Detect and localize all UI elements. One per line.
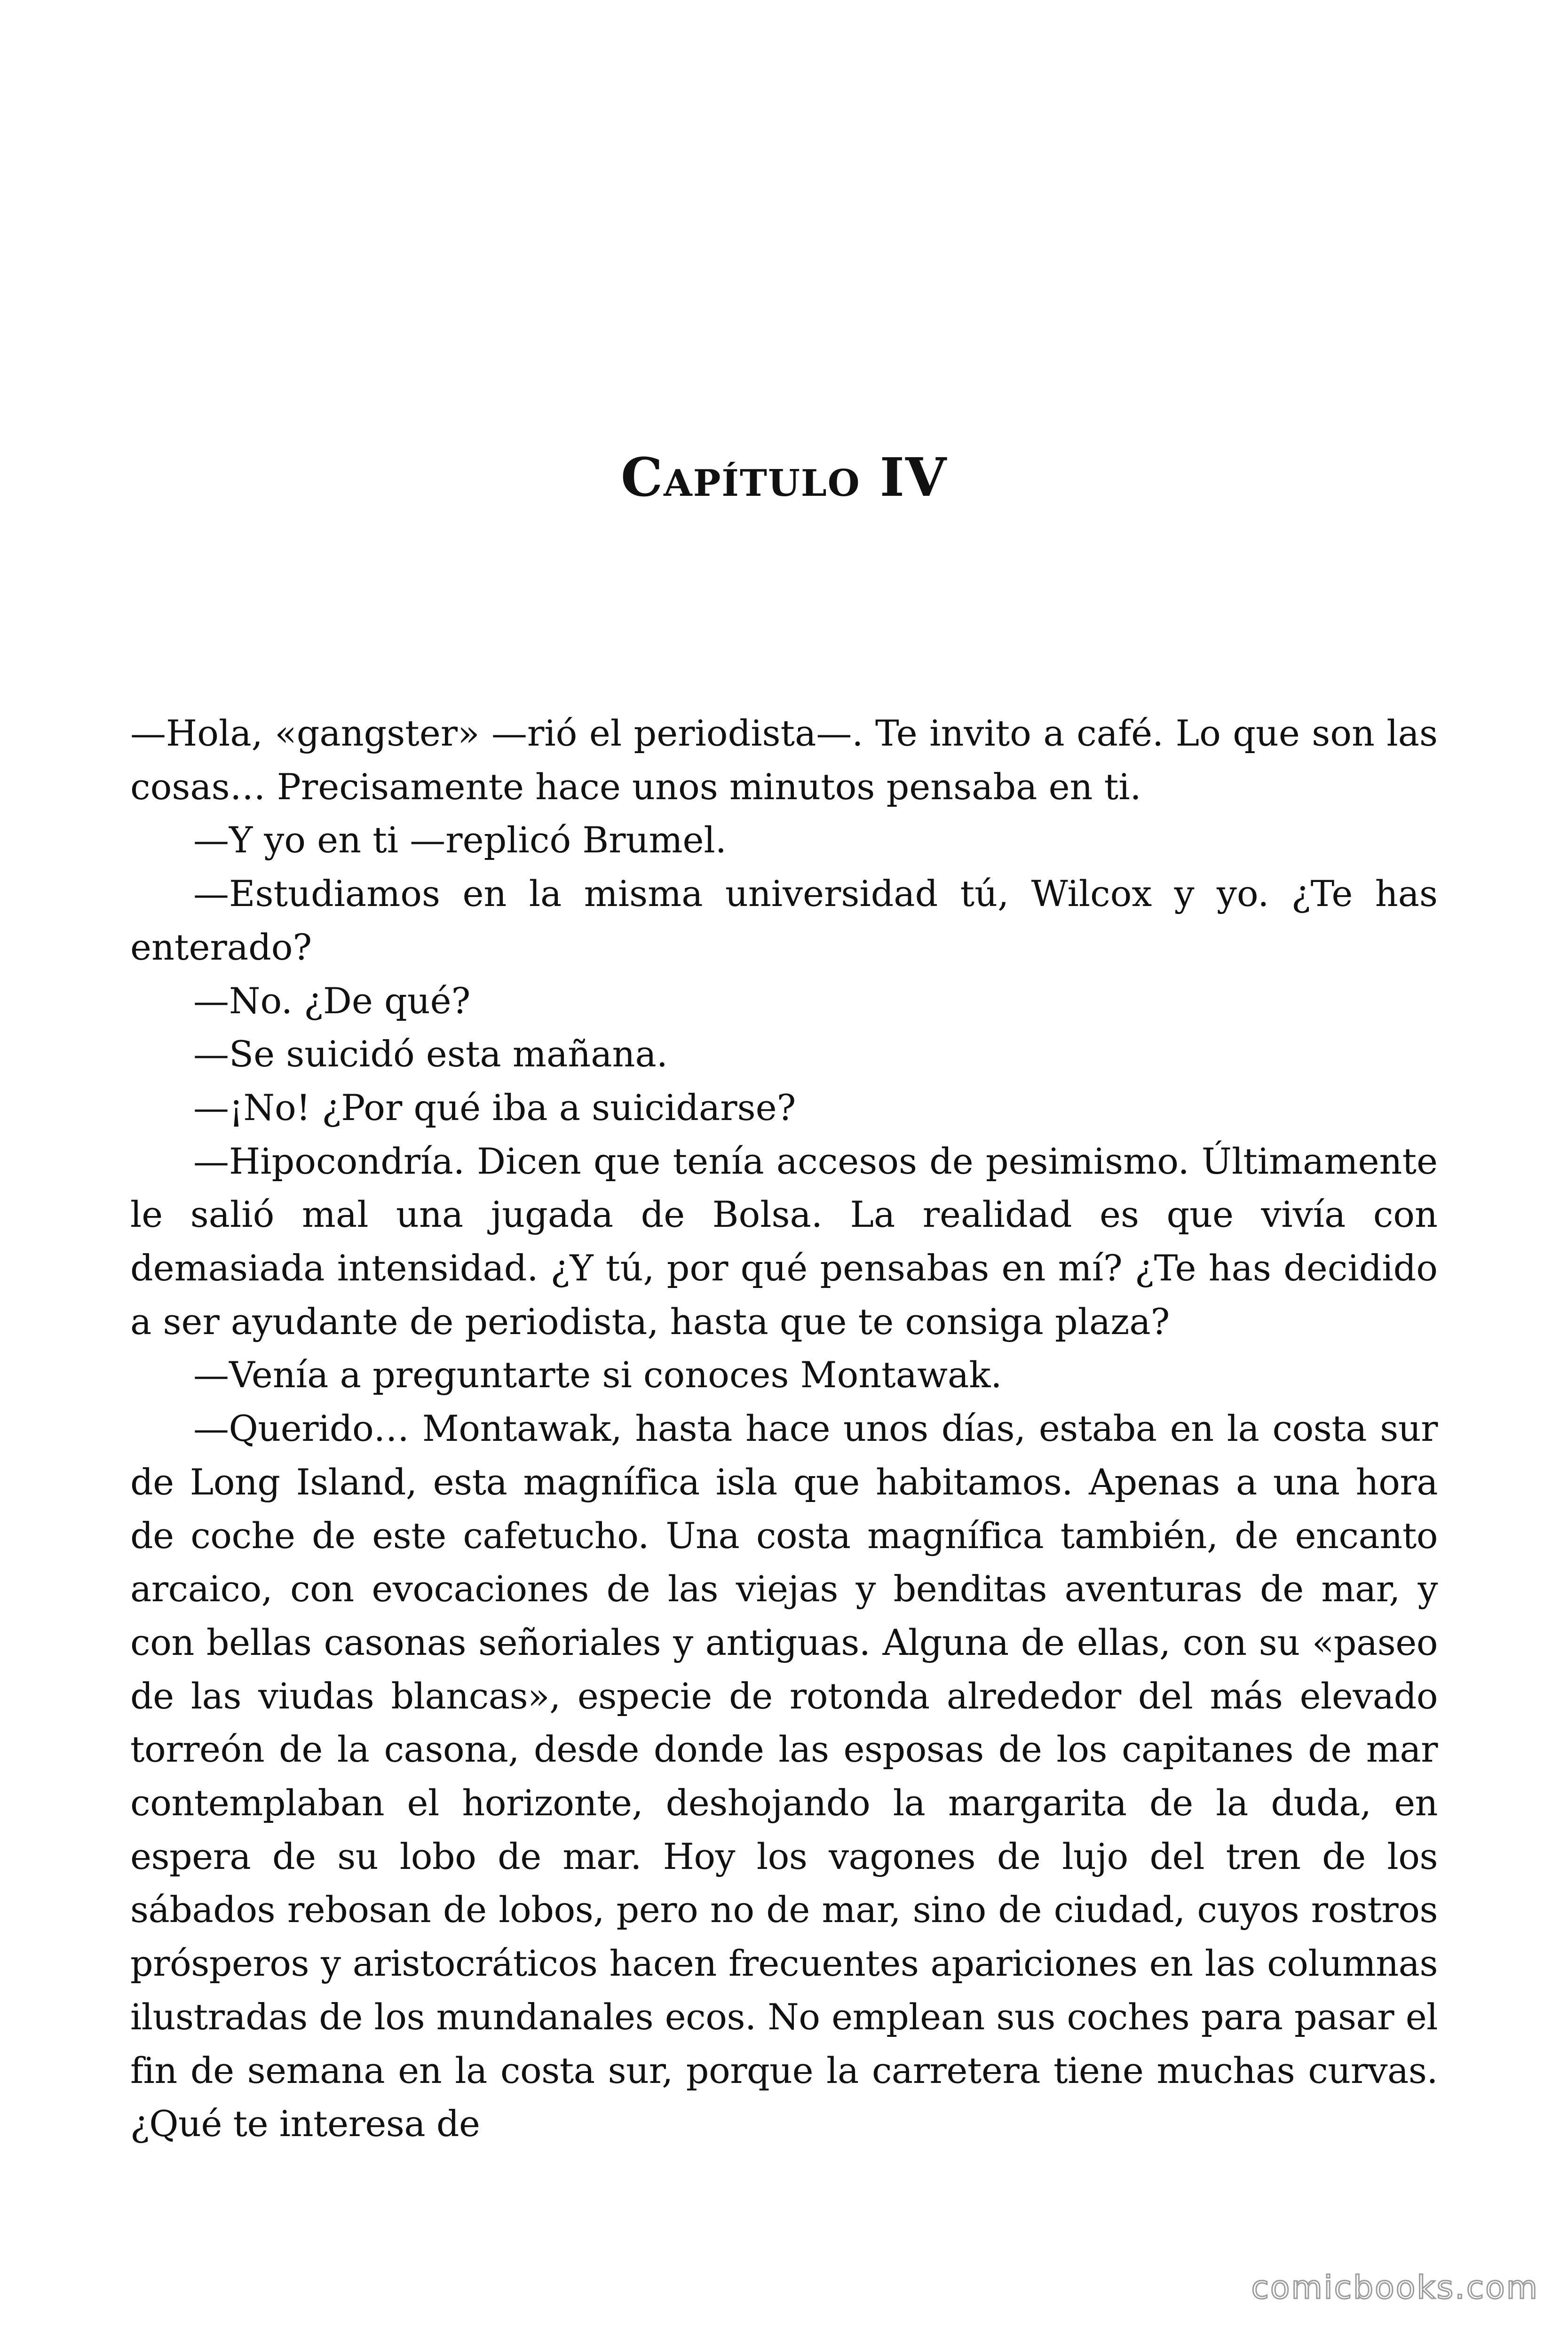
watermark: comicbooks.com	[1251, 2269, 1539, 2306]
paragraph: —Venía a preguntarte si conoces Montawak.	[193, 1354, 1002, 1396]
paragraph: —Estudiamos en la misma universidad tú, Wilcox y yo. ¿Te has enterado?	[130, 873, 1438, 968]
paragraph: —No. ¿De qué?	[193, 979, 471, 1022]
paragraph: —Y yo en ti —replicó Brumel.	[193, 819, 727, 861]
paragraph: —Hipocondría. Dicen que tenía accesos de pesimismo. Últimamente le salió mal una jugada de Bolsa. La realidad es que vivía con demasiada intensidad. ¿Y tú, por qué pensabas en mí? ¿Te has decidido a ser ayudante de periodista, hasta que te consiga plaza?	[130, 1140, 1438, 1343]
paragraph: —Se suicidó esta mañana.	[193, 1033, 668, 1075]
body-text	[130, 707, 1438, 2151]
paragraph: —Querido… Montawak, hasta hace unos días, estaba en la costa sur de Long Island, esta magnífica isla que habitamos. Apenas a una hora de coche de este cafetucho. Una costa magnífica también, de encanto arcaico, con evocaciones de las viejas y benditas aventuras de mar, y con bellas casonas señoriales y antiguas. Alguna de ellas, con su «paseo de las viudas blancas», especie de rotonda alrededor del más elevado torreón de la casona, desde donde las esposas de los capitanes de mar contemplaban el horizonte, deshojando la margarita de la duda, en espera de su lobo de mar. Hoy los vagones de lujo del tren de los sábados rebosan de lobos, pero no de mar, sino de ciudad, cuyos rostros prósperos y aristocráticos hacen frecuentes apariciones en las columnas ilustradas de los mundanales ecos. No emplean sus coches para pasar el fin de semana en la costa sur, porque la carretera tiene muchas curvas. ¿Qué te interesa de	[130, 1407, 1438, 2145]
paragraph: —Hola, «gangster» —rió el periodista—. Te invito a café. Lo que son las cosas… Precisamente hace unos minutos pensaba en ti.	[130, 712, 1438, 808]
paragraph: —¡No! ¿Por qué iba a suicidarse?	[193, 1086, 796, 1128]
chapter-title: Capítulo IV	[621, 447, 947, 509]
